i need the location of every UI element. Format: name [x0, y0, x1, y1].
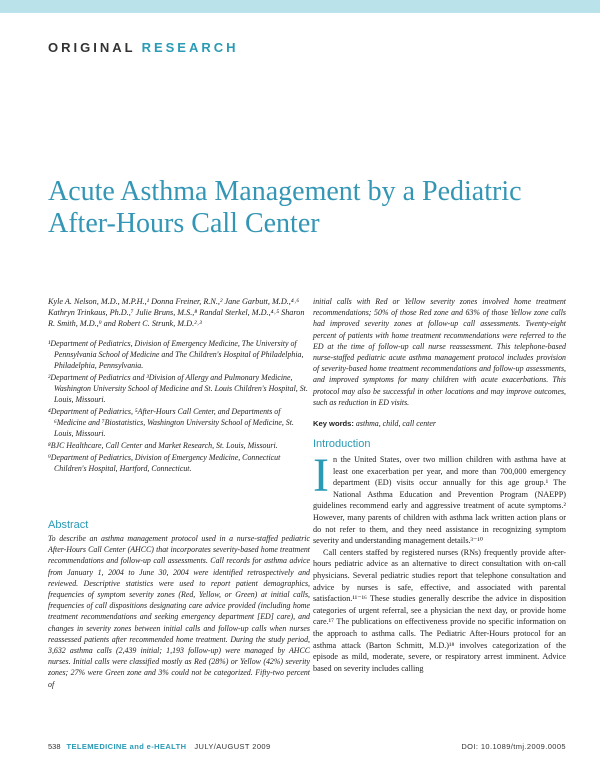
page-number: 538	[48, 742, 61, 751]
affiliation-item: ⁸BJC Healthcare, Call Center and Market Research, St. Louis, Missouri.	[48, 440, 278, 450]
page-footer	[48, 742, 566, 751]
article-title: Acute Asthma Management by a Pediatric After-Hours Call Center	[48, 176, 522, 239]
section-label	[48, 40, 239, 55]
section-label-word-2: RESEARCH	[141, 40, 239, 55]
keywords-value: asthma, child, call center	[355, 419, 436, 429]
abstract-text-continued: initial calls with Red or Yellow severity zones involved home treatment recommendations; 50% of those Red zone and 63% of those Yellow zone calls had improved severity zones at follow-up call assessments. Twenty-eight percent of patients with home treatment recommendations were referred to the ED at the time of follow-up call nurse reassessment. This telephone-based nurse-staffed pediatric acute asthma management protocol includes provision of severity-based home treatment recommendations and follow-up assessments, and improved symptoms for many children with acute exacerbations. This protocol may also be successful in other locations and may improve outcomes, such as reduction in ED visits.	[313, 297, 566, 407]
affiliation-list	[48, 338, 310, 474]
keywords	[313, 418, 566, 429]
drop-cap: I	[313, 449, 329, 503]
affiliation-item: ⁴Department of Pediatrics, ⁵After-Hours Call Center, and Departments of ⁶Medicine and ⁷Biostatistics, Washington University School of Medicine, St. Louis, Missouri.	[48, 406, 294, 438]
right-column	[313, 296, 566, 674]
affiliation-item: ⁹Department of Pediatrics, Division of Emergency Medicine, Connecticut Children's Hospital, Hartford, Connecticut.	[48, 452, 281, 473]
abstract-heading: Abstract	[48, 519, 89, 531]
footer-left	[48, 742, 271, 751]
affiliation-item: ¹Department of Pediatrics, Division of Emergency Medicine, The University of Pennsylvania School of Medicine and The Children's Hospital of Philadelphia, Philadelphia, Pennsylvania.	[48, 338, 304, 370]
intro-paragraph-2: Call centers staffed by registered nurses (RNs) frequently provide after-hours pediatric advice as an alternative to direct consultation with on-call physicians. Several pediatric studies report that telephone consultation and advice by nurses is safe, effective, and associated with parental satisfaction.¹¹⁻¹⁶ These studies generally describe the advice in disposition categories of urgent referral, see a physician the next day, or provide home care.¹⁷ The publications on effectiveness provide no specific information on the approach to asthma calls. The Pediatric After-Hours protocol for an asthma attack (Barton Schmitt, M.D.)¹⁸ involves categorization of the episode as mild, moderate, severe, or respiratory arrest imminent. Advice based on severity includes calling	[313, 547, 566, 673]
issue-date: JULY/AUGUST 2009	[194, 742, 271, 751]
doi: DOI: 10.1089/tmj.2009.0005	[461, 742, 566, 751]
journal-name: TELEMEDICINE and e-HEALTH	[66, 742, 187, 751]
left-column	[48, 296, 310, 475]
section-label-word-1: ORIGINAL	[48, 40, 136, 55]
introduction-body	[313, 449, 566, 674]
intro-paragraph-1	[313, 449, 566, 547]
intro-paragraph-1-text: n the United States, over two million children with asthma have at least one exacerbation per year, and more than 700,000 emergency department (ED) visits occur annually for this age group.¹ The National Asthma Education and Prevention Program (NAEPP) guidelines recommend early and aggressive treatment of acute symptoms.² However, many parents of children with asthma lack written action plans or do not refer to them, and they need assistance in recognizing symptom severity and understanding management details.³⁻¹⁰	[313, 455, 566, 546]
affiliation-item: ²Department of Pediatrics and ³Division of Allergy and Pulmonary Medicine, Washington University School of Medicine and St. Louis Children's Hospital, St. Louis, Missouri.	[48, 372, 308, 404]
keywords-label: Key words:	[313, 419, 354, 429]
top-color-bar	[0, 0, 600, 13]
abstract-text: To describe an asthma management protocol used in a nurse-staffed pediatric After-Hours Call Center (AHCC) that incorporates severity-based home treatment recommendations and follow-up call assessments. Call records for asthma advice from January 1, 2004 to June 30, 2004 were identified retrospectively and reviewed. Descriptive statistics were used to report patient demographics, frequencies of symptom severity zones (Red, Yellow, or Green) at initial calls, frequencies of call dispositions designating care advice provided (including home treatment recommendations and seeking emergency department [ED] care), and changes in severity zones between initial calls and follow-up calls when nurses reassessed patients after recommended home treatment. During the study period, 3,632 asthma calls (2,439 initial; 1,193 follow-up) were managed by AHCC nurses. Initial calls were classified mostly as Red (28%) or Yellow (42%) severity zones; 27% were Green zone and 3% could not be categorized. Fifty-two percent of	[48, 534, 310, 689]
author-list: Kyle A. Nelson, M.D., M.P.H.,¹ Donna Freiner, R.N.,² Jane Garbutt, M.D.,⁴˒⁶ Kathryn Trinkaus, Ph.D.,⁷ Julie Bruns, M.S.,⁸ Randal Sterkel, M.D.,⁴˒⁵ Sharon R. Smith, M.D.,⁹ and Robert C. Strunk, M.D.²˒³	[48, 297, 305, 329]
introduction-heading: Introduction	[313, 438, 371, 451]
